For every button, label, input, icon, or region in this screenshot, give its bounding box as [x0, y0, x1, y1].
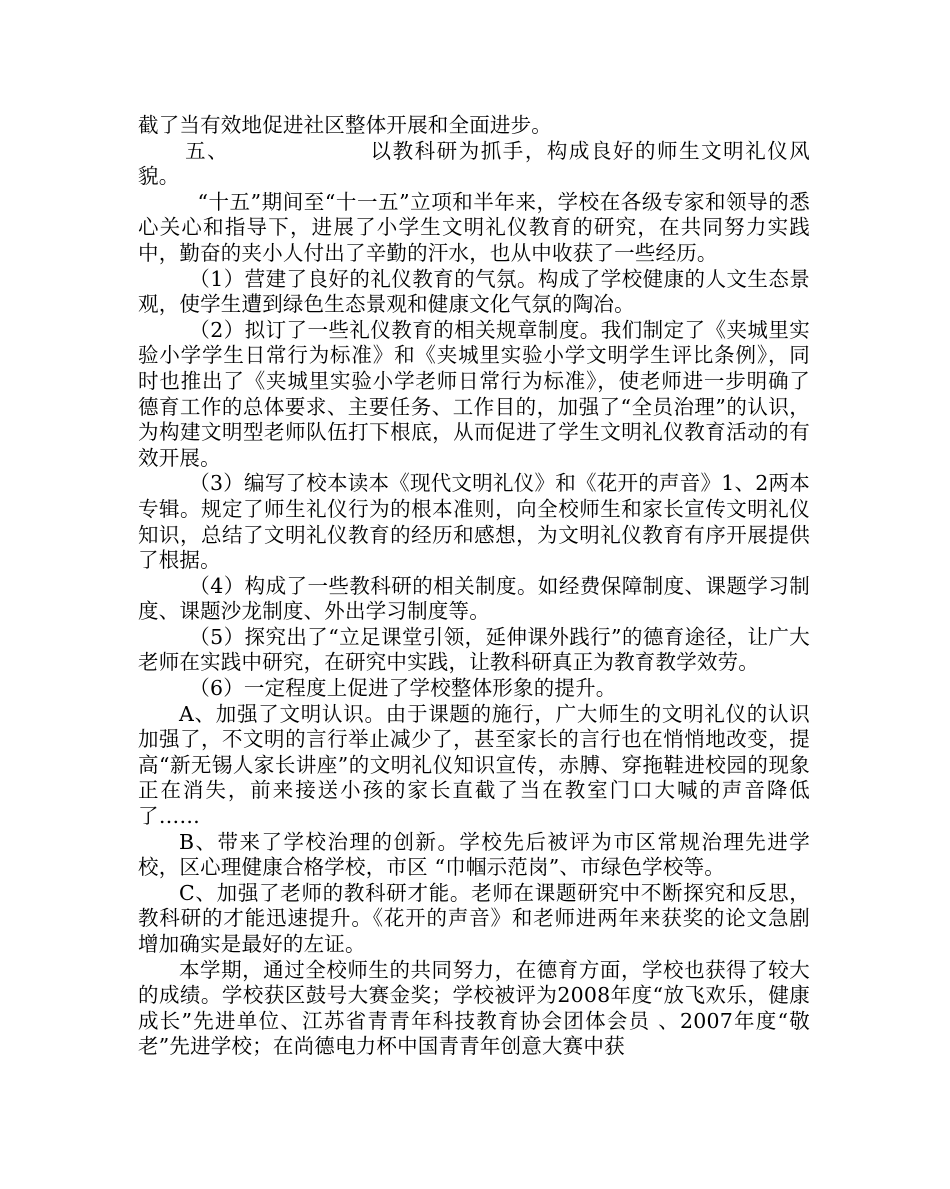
paragraph-item-5: （5）探究出了“立足课堂引领，延伸课外践行”的德育途径，让广大老师在实践中研究，在研究中实践，让教科研真正为教育教学效劳。 — [138, 624, 810, 675]
section-heading-5 — [138, 139, 810, 190]
paragraph-0: 截了当有效地促进社区整体开展和全面进步。 — [138, 113, 552, 137]
paragraph-intro: “十五”期间至“十一五”立项和半年来，学校在各级专家和领导的悉心关心和指导下，进展了小学生文明礼仪教育的研究，在共同努力实践中，勤奋的夹小人付出了辛勤的汗水，也从中收获了一些经历。 — [138, 189, 810, 265]
paragraph-item-2: （2）拟订了一些礼仪教育的相关规章制度。我们制定了《夹城里实验小学学生日常行为标准》和《夹城里实验小学文明学生评比条例》，同时也推出了《夹城里实验小学老师日常行为标准》，使老师进一步明确了德育工作的总体要求、主要任务、工作目的，加强了“全员治理”的认识，为构建文明型老师队伍打下根底，从而促进了学生文明礼仪教育活动的有效开展。 — [138, 317, 810, 470]
paragraph-item-a: A、加强了文明认识。由于课题的施行，广大师生的文明礼仪的认识加强了，不文明的言行举止减少了，甚至家长的言行也在悄悄地改变，提高“新无锡人家长讲座”的文明礼仪知识宣传，赤膊、穿拖鞋进校园的现象正在消失，前来接送小孩的家长直截了当在教室门口大喊的声音降低了…… — [138, 701, 810, 829]
paragraph-item-1: （1）营建了良好的礼仪教育的气氛。构成了学校健康的人文生态景观，使学生遭到绿色生态景观和健康文化气氛的陶冶。 — [138, 266, 810, 317]
paragraph-item-4: （4）构成了一些教科研的相关制度。如经费保障制度、课题学习制度、课题沙龙制度、外出学习制度等。 — [138, 573, 810, 624]
document-page — [138, 113, 810, 1060]
paragraph-item-c: C、加强了老师的教科研才能。老师在课题研究中不断探究和反思，教科研的才能迅速提升。《花开的声音》和老师进两年来获奖的论文急剧增加确实是最好的左证。 — [138, 880, 810, 956]
paragraph-item-6: （6）一定程度上促进了学校整体形象的提升。 — [189, 676, 617, 701]
section-number: 五、 — [185, 138, 230, 163]
paragraph-item-3: （3）编写了校本读本《现代文明礼仪》和《花开的声音》1、2两本专辑。规定了师生礼仪行为的根本准则，向全校师生和家长宣传文明礼仪知识，总结了文明礼仪教育的经历和感想，为文明礼仪教育有序开展提供了根据。 — [138, 471, 810, 573]
paragraph-item-b: B、带来了学校治理的创新。学校先后被评为市区常规治理先进学校，区心理健康合格学校，市区 “巾帼示范岗”、市绿色学校等。 — [138, 829, 810, 880]
section-title: 以教科研为抓手，构成良好的师生文明礼仪风貌。 — [138, 138, 810, 189]
paragraph-semester: 本学期，通过全校师生的共同努力，在德育方面，学校也获得了较大的成绩。学校获区鼓号大赛金奖；学校被评为2008年度“放飞欢乐，健康成长”先进单位、江苏省青青年科技教育协会团体会员 、2007年度“敬老”先进学校；在尚德电力杯中国青青年创意大赛中获 — [138, 957, 810, 1059]
